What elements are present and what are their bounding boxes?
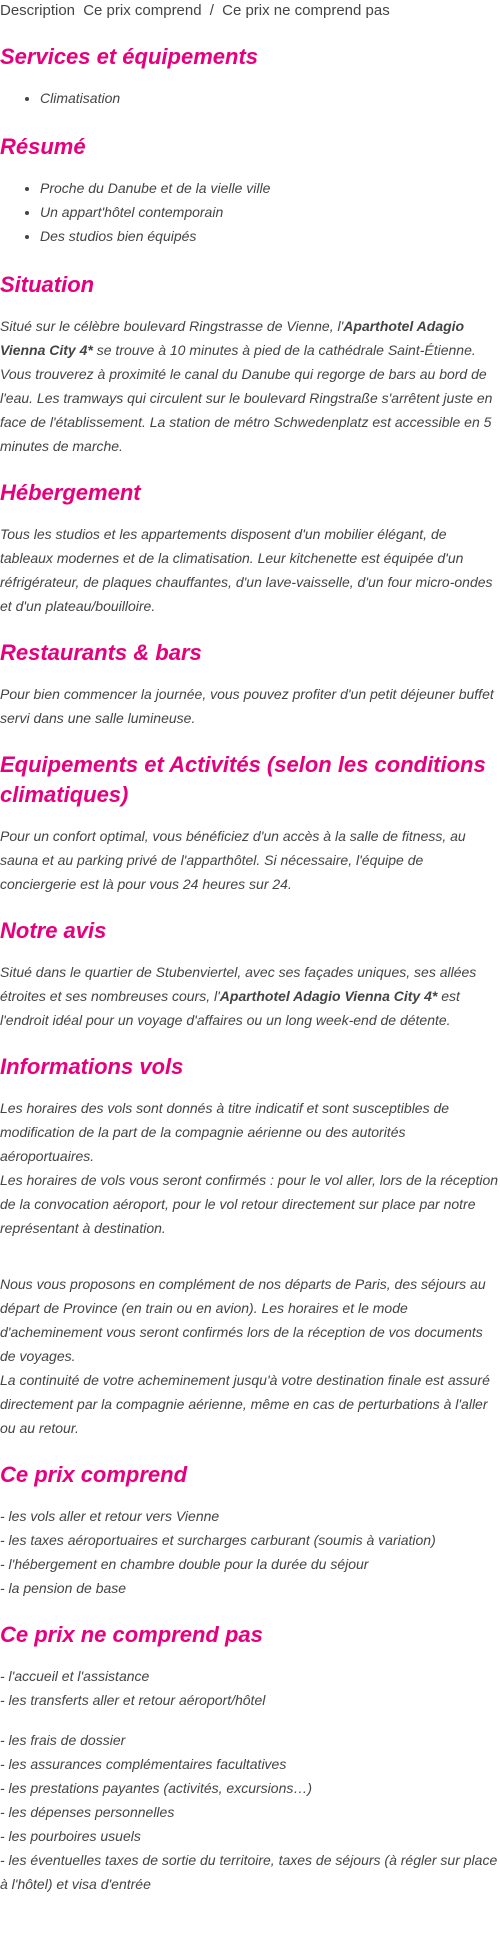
equipements-text: Pour un confort optimal, vous bénéficiez d'un accès à la salle de fitness, au sauna et au parking privé de l'apparthôtel. Si nécessaire, l'équipe de conciergerie est là pour vous 24 heures sur 24. (0, 828, 466, 892)
section-restaurants (0, 638, 500, 730)
ne-comprend-title: Ce prix ne comprend pas (0, 1622, 263, 1647)
section-comprend (0, 1460, 500, 1600)
section-hebergement (0, 478, 500, 618)
list-item: - les dépenses personnelles (0, 1804, 175, 1820)
list-item: - l'accueil et l'assistance (0, 1668, 150, 1684)
list-item: - les transferts aller et retour aéroport/hôtel (0, 1692, 266, 1708)
tab-separator: / (209, 2, 214, 19)
equipements-title: Equipements et Activités (selon les conditions climatiques) (0, 752, 486, 807)
hotel-name: Aparthotel Adagio Vienna City 4* (0, 318, 465, 358)
list-item: - les prestations payantes (activités, excursions…) (0, 1780, 313, 1796)
hebergement-title: Hébergement (0, 480, 141, 505)
comprend-list (0, 1504, 500, 1600)
list-item: - les vols aller et retour vers Vienne (0, 1508, 220, 1524)
list-item: - les éventuelles taxes de sortie du territoire, taxes de séjours (à régler sur place à l'hôtel) et visa d'entrée (0, 1852, 498, 1892)
section-ne-comprend (0, 1620, 500, 1896)
list-item: - les assurances complémentaires facultatives (0, 1756, 287, 1772)
avis-title: Notre avis (0, 918, 107, 943)
services-title: Services et équipements (0, 44, 259, 69)
list-item: - les frais de dossier (0, 1732, 126, 1748)
tab-description[interactable]: Description (0, 2, 76, 19)
list-item: - la pension de base (0, 1580, 127, 1596)
section-resume (0, 132, 500, 248)
resume-list (0, 176, 500, 248)
list-item: • Des studios bien équipés (40, 224, 500, 248)
vols-line-1: Les horaires des vols sont donnés à titre indicatif et sont susceptibles de modification de la part de la compagnie aérienne ou des autorités aéroportuaires. (0, 1100, 450, 1164)
avis-text-a: Situé dans le quartier de Stubenviertel, avec ses façades uniques, ses allées étroites et ses nombreuses cours, l' (0, 964, 477, 1004)
restaurants-text: Pour bien commencer la journée, vous pouvez profiter d'un petit déjeuner buffet servi dans une salle lumineuse. (0, 686, 494, 726)
situation-text-b: se trouve à 10 minutes à pied de la cathédrale Saint-Étienne. Vous trouverez à proximité le canal du Danube qui regorge de bars au bord de l'eau. Les tramways qui circulent sur le boulevard Ringstraße s'arrêtent juste en face de l'établissement. La station de métro Schwedenplatz est accessible en 5 minutes de marche. (0, 342, 493, 454)
vols-line-4: La continuité de votre acheminement jusqu'à votre destination finale est assuré directement par la compagnie aérienne, même en cas de perturbations à l'aller ou au retour. (0, 1372, 490, 1436)
vols-text-2 (0, 1272, 500, 1440)
avis-text-b: est l'endroit idéal pour un voyage d'affaires ou un long week-end de détente. (0, 988, 460, 1028)
section-situation (0, 270, 500, 458)
ne-comprend-list-b (0, 1728, 500, 1896)
list-item: - l'hébergement en chambre double pour la durée du séjour (0, 1556, 369, 1572)
situation-text (0, 314, 500, 458)
vols-title: Informations vols (0, 1054, 184, 1079)
tab-includes[interactable]: Ce prix comprend (83, 2, 202, 19)
situation-title: Situation (0, 272, 95, 297)
avis-text (0, 960, 500, 1032)
tab-bar (0, 0, 500, 22)
hotel-name: Aparthotel Adagio Vienna City 4* (219, 988, 438, 1004)
section-vols (0, 1052, 500, 1440)
list-item: • Un appart'hôtel contemporain (40, 200, 500, 224)
comprend-title: Ce prix comprend (0, 1462, 188, 1487)
ne-comprend-list-a (0, 1664, 500, 1712)
list-item: • Climatisation (40, 86, 500, 110)
resume-title: Résumé (0, 134, 86, 159)
list-item: - les taxes aéroportuaires et surcharges carburant (soumis à variation) (0, 1532, 436, 1548)
tab-excludes[interactable]: Ce prix ne comprend pas (222, 2, 390, 19)
section-avis (0, 916, 500, 1032)
hebergement-text: Tous les studios et les appartements disposent d'un mobilier élégant, de tableaux modernes et de la climatisation. Leur kitchenette est équipée d'un réfrigérateur, de plaques chauffantes, d'un lave-vaisselle, d'un four micro-ondes et d'un plateau/bouilloire. (0, 526, 493, 614)
section-services (0, 42, 500, 110)
situation-text-a: Situé sur le célèbre boulevard Ringstrasse de Vienne, l' (0, 318, 344, 334)
list-item: • Proche du Danube et de la vielle ville (40, 176, 500, 200)
list-item: - les pourboires usuels (0, 1828, 141, 1844)
vols-line-3: Nous vous proposons en complément de nos départs de Paris, des séjours au départ de Province (en train ou en avion). Les horaires et le mode d'acheminement vous seront confirmés lors de la réception de vos documents de voyages. (0, 1276, 486, 1364)
section-equipements (0, 750, 500, 896)
vols-text-1 (0, 1096, 500, 1240)
restaurants-title: Restaurants & bars (0, 640, 202, 665)
services-list (0, 86, 500, 110)
vols-line-2: Les horaires de vols vous seront confirmés : pour le vol aller, lors de la réception de la convocation aéroport, pour le vol retour directement sur place par notre représentant à destination. (0, 1172, 499, 1236)
